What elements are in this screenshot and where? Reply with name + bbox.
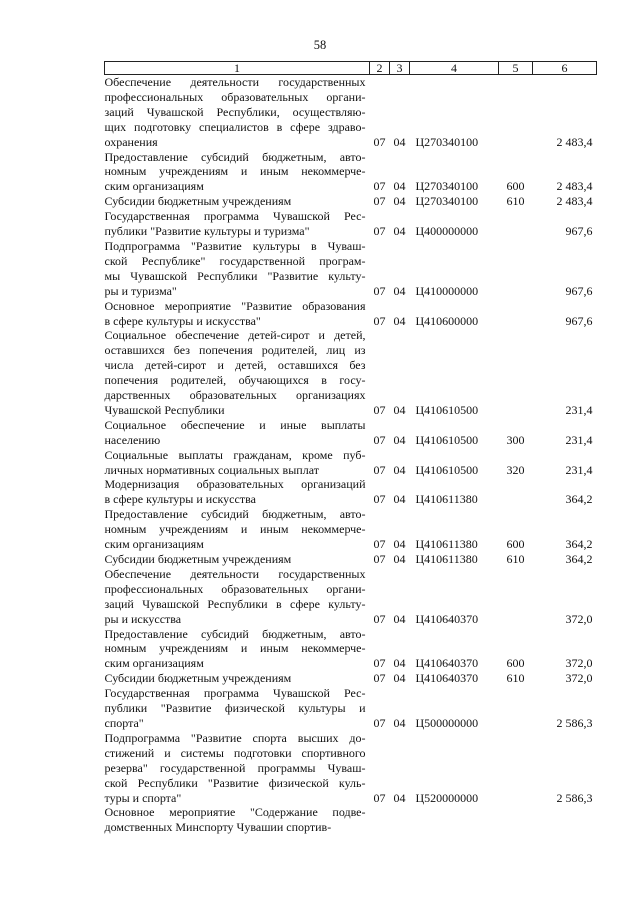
row-name-line: ской Республики "Развитие физической куль-: [104, 775, 366, 790]
row-target-code: Ц500000000: [415, 715, 479, 730]
table-row: [105, 150, 597, 195]
row-subsection: 04: [393, 402, 406, 417]
row-name: [105, 448, 370, 478]
table-row: [105, 328, 597, 417]
row-amount: 364,2: [565, 552, 593, 566]
row-expense-type: [499, 477, 533, 507]
table-row: [105, 686, 597, 731]
row-subsection: 04: [393, 492, 406, 507]
row-section: 07: [373, 283, 386, 298]
row-section: 07: [373, 656, 386, 671]
row-name-line: Обеспечение деятельности государственных: [104, 566, 366, 581]
table-row: [105, 731, 597, 806]
row-name-line: ским организациям: [104, 537, 204, 552]
row-name-line: заций Чувашской Республики в сфере культу-: [104, 596, 366, 611]
row-amount: 231,4: [565, 432, 593, 447]
row-name: [105, 418, 370, 448]
row-target-code: Ц410000000: [415, 283, 479, 298]
row-expense-type: [499, 75, 533, 150]
row-amount: 231,4: [565, 402, 593, 417]
row-target-code: Ц410610500: [415, 402, 479, 417]
row-name-line: Основное мероприятие "Содержание подве-: [104, 805, 366, 820]
row-name: [105, 567, 370, 627]
row-name: [105, 477, 370, 507]
table-row: [105, 75, 597, 150]
row-name-line: номным учреждениям и иным некоммерче-: [104, 164, 366, 179]
row-target-code: Ц410610500: [415, 432, 479, 447]
row-expense-type: [499, 567, 533, 627]
table-row: [105, 671, 597, 686]
row-expense-type: [499, 328, 533, 417]
row-name: [105, 194, 370, 209]
row-target-code: Ц410610500: [415, 462, 479, 477]
row-expense-type: [499, 805, 533, 835]
row-section: 07: [373, 134, 386, 149]
row-name-line: стижений и системы подготовки спортивного: [104, 745, 366, 760]
row-section: 07: [373, 462, 386, 477]
table-row: [105, 209, 597, 239]
row-name: [105, 805, 370, 835]
row-name: [105, 686, 370, 731]
row-name-line: щих подготовку специалистов в сфере здраво-: [104, 119, 366, 134]
page-number: 58: [313, 38, 327, 52]
row-subsection: 04: [393, 283, 406, 298]
header-col-2: 2: [370, 62, 390, 75]
row-target-code: [410, 805, 499, 835]
row-name-line: номным учреждениям и иным некоммерче-: [104, 522, 366, 537]
row-expense-type: [499, 299, 533, 329]
row-name-line: Предоставление субсидий бюджетным, авто-: [104, 507, 366, 522]
row-name-line: Предоставление субсидий бюджетным, авто-: [104, 626, 366, 641]
row-section: 07: [373, 537, 386, 552]
row-name-line: личных нормативных социальных выплат: [104, 462, 319, 477]
row-name-line: Социальные выплаты гражданам, кроме пуб-: [104, 447, 366, 462]
row-subsection: 04: [393, 552, 406, 566]
row-name: [105, 507, 370, 552]
row-name-line: спорта": [104, 715, 144, 730]
row-name-line: числа детей-сирот и детей, оставшихся без: [104, 358, 366, 373]
row-subsection: 04: [393, 611, 406, 626]
row-name-line: Государственная программа Чувашской Рес-: [104, 686, 366, 701]
row-amount: 2 586,3: [556, 790, 593, 805]
row-section: 07: [373, 715, 386, 730]
row-target-code: Ц270340100: [415, 179, 479, 194]
row-section: 07: [373, 224, 386, 239]
row-name-line: Субсидии бюджетным учреждениям: [104, 671, 292, 686]
row-expense-type: [499, 209, 533, 239]
row-name-line: Субсидии бюджетным учреждениям: [104, 194, 292, 209]
row-expense-type: 610: [506, 671, 525, 686]
row-target-code: Ц270340100: [415, 134, 479, 149]
row-subsection: 04: [393, 432, 406, 447]
row-amount: 967,6: [565, 224, 593, 239]
row-name: [105, 75, 370, 150]
table-body: [105, 75, 597, 836]
row-target-code: Ц400000000: [415, 224, 479, 239]
table-row: [105, 627, 597, 672]
row-amount: [533, 805, 597, 835]
row-expense-type: 320: [506, 462, 525, 477]
row-section: 07: [373, 432, 386, 447]
row-name: [105, 209, 370, 239]
row-amount: 364,2: [565, 537, 593, 552]
row-amount: 372,0: [565, 611, 593, 626]
row-name-line: профессиональных образовательных органи-: [104, 581, 366, 596]
row-subsection: 04: [393, 224, 406, 239]
row-section: 07: [373, 492, 386, 507]
row-amount: 231,4: [565, 462, 593, 477]
row-name-line: Предоставление субсидий бюджетным, авто-: [104, 149, 366, 164]
row-subsection: 04: [393, 715, 406, 730]
row-amount: 2 586,3: [556, 715, 593, 730]
row-name-line: номным учреждениям и иным некоммерче-: [104, 641, 366, 656]
table-row: [105, 507, 597, 552]
budget-table: [104, 61, 597, 835]
row-name-line: Подпрограмма "Развитие спорта высших до-: [104, 730, 366, 745]
row-section: 07: [373, 313, 386, 328]
row-name-line: Обеспечение деятельности государственных: [104, 75, 366, 89]
row-amount: 364,2: [565, 492, 593, 507]
row-target-code: Ц410640370: [415, 611, 479, 626]
row-name-line: ры и искусства: [104, 611, 182, 626]
row-expense-type: [499, 686, 533, 731]
row-name-line: публики "Развитие культуры и туризма": [104, 224, 310, 239]
row-name-line: домственных Минспорту Чувашии спортив-: [104, 820, 332, 835]
row-name-line: профессиональных образовательных органи-: [104, 89, 366, 104]
row-target-code: Ц520000000: [415, 790, 479, 805]
row-name-line: публики "Развитие физической культуры и: [104, 701, 366, 716]
table-row: [105, 552, 597, 567]
row-subsection: 04: [393, 462, 406, 477]
row-name-line: мы Чувашской Республики "Развитие культу-: [104, 268, 366, 283]
row-section: 07: [373, 402, 386, 417]
header-row: [105, 62, 597, 75]
table-row: [105, 448, 597, 478]
row-name-line: Субсидии бюджетным учреждениям: [104, 552, 292, 566]
header-col-6: 6: [533, 62, 597, 75]
row-name-line: попечения родителей, обучающихся в госу-: [104, 373, 366, 388]
row-section: [370, 805, 390, 835]
row-target-code: Ц270340100: [415, 194, 479, 209]
row-subsection: 04: [393, 671, 406, 686]
row-subsection: [390, 805, 410, 835]
row-target-code: Ц410611380: [415, 552, 478, 566]
row-name-line: Государственная программа Чувашской Рес-: [104, 209, 366, 224]
row-name: [105, 150, 370, 195]
table-row: [105, 567, 597, 627]
row-section: 07: [373, 671, 386, 686]
row-amount: 967,6: [565, 313, 593, 328]
row-expense-type: 600: [506, 656, 525, 671]
row-expense-type: 600: [506, 179, 525, 194]
row-subsection: 04: [393, 179, 406, 194]
row-section: 07: [373, 552, 386, 566]
header-col-1: 1: [105, 62, 370, 75]
row-amount: 372,0: [565, 656, 593, 671]
row-section: 07: [373, 790, 386, 805]
row-name-line: ским организациям: [104, 656, 204, 671]
row-target-code: Ц410611380: [415, 537, 478, 552]
table-row: [105, 239, 597, 299]
row-amount: 2 483,4: [556, 134, 593, 149]
row-section: 07: [373, 611, 386, 626]
row-expense-type: 610: [506, 552, 525, 566]
row-target-code: Ц410600000: [415, 313, 479, 328]
row-name-line: ской Республике" государственной програм-: [104, 253, 366, 268]
row-target-code: Ц410611380: [415, 492, 478, 507]
table-row: [105, 805, 597, 835]
row-name-line: резерва" государственной программы Чуваш-: [104, 760, 366, 775]
row-subsection: 04: [393, 194, 406, 209]
header-col-4: 4: [410, 62, 499, 75]
row-subsection: 04: [393, 790, 406, 805]
table-row: [105, 194, 597, 209]
row-name-line: населению: [104, 432, 161, 447]
row-amount: 967,6: [565, 283, 593, 298]
row-amount: 2 483,4: [556, 179, 593, 194]
header-col-3: 3: [390, 62, 410, 75]
row-subsection: 04: [393, 537, 406, 552]
row-subsection: 04: [393, 656, 406, 671]
row-name: [105, 239, 370, 299]
row-name: [105, 552, 370, 567]
table-row: [105, 299, 597, 329]
row-name-line: Чувашской Республики: [104, 402, 225, 417]
row-name-line: Подпрограмма "Развитие культуры в Чуваш-: [104, 238, 366, 253]
row-name-line: оставшихся без попечения родителей, лиц из: [104, 343, 366, 358]
header-col-5: 5: [499, 62, 533, 75]
row-target-code: Ц410640370: [415, 656, 479, 671]
row-target-code: Ц410640370: [415, 671, 479, 686]
row-name-line: ры и туризма": [104, 283, 177, 298]
row-name: [105, 328, 370, 417]
row-amount: 372,0: [565, 671, 593, 686]
row-expense-type: 300: [506, 432, 525, 447]
row-name-line: в сфере культуры и искусства: [104, 492, 256, 507]
row-name: [105, 627, 370, 672]
table-row: [105, 477, 597, 507]
row-section: 07: [373, 179, 386, 194]
row-expense-type: [499, 731, 533, 806]
row-name-line: заций Чувашской Республики, осуществляю-: [104, 104, 366, 119]
row-name: [105, 671, 370, 686]
row-name: [105, 731, 370, 806]
row-name-line: Модернизация образовательных организаций: [104, 477, 366, 492]
row-name-line: Основное мероприятие "Развитие образования: [104, 298, 366, 313]
row-name-line: дарственных образовательных организациях: [104, 388, 366, 403]
row-name-line: туры и спорта": [104, 790, 182, 805]
row-name-line: Социальное обеспечение и иные выплаты: [104, 417, 366, 432]
row-name-line: Социальное обеспечение детей-сирот и детей,: [104, 328, 366, 343]
row-name-line: в сфере культуры и искусства": [104, 313, 261, 328]
row-name: [105, 299, 370, 329]
row-subsection: 04: [393, 134, 406, 149]
row-expense-type: 610: [506, 194, 525, 209]
row-section: 07: [373, 194, 386, 209]
table-row: [105, 418, 597, 448]
row-name-line: ским организациям: [104, 179, 204, 194]
row-expense-type: 600: [506, 537, 525, 552]
row-subsection: 04: [393, 313, 406, 328]
row-expense-type: [499, 239, 533, 299]
row-amount: 2 483,4: [556, 194, 593, 209]
row-name-line: охранения: [104, 134, 158, 149]
